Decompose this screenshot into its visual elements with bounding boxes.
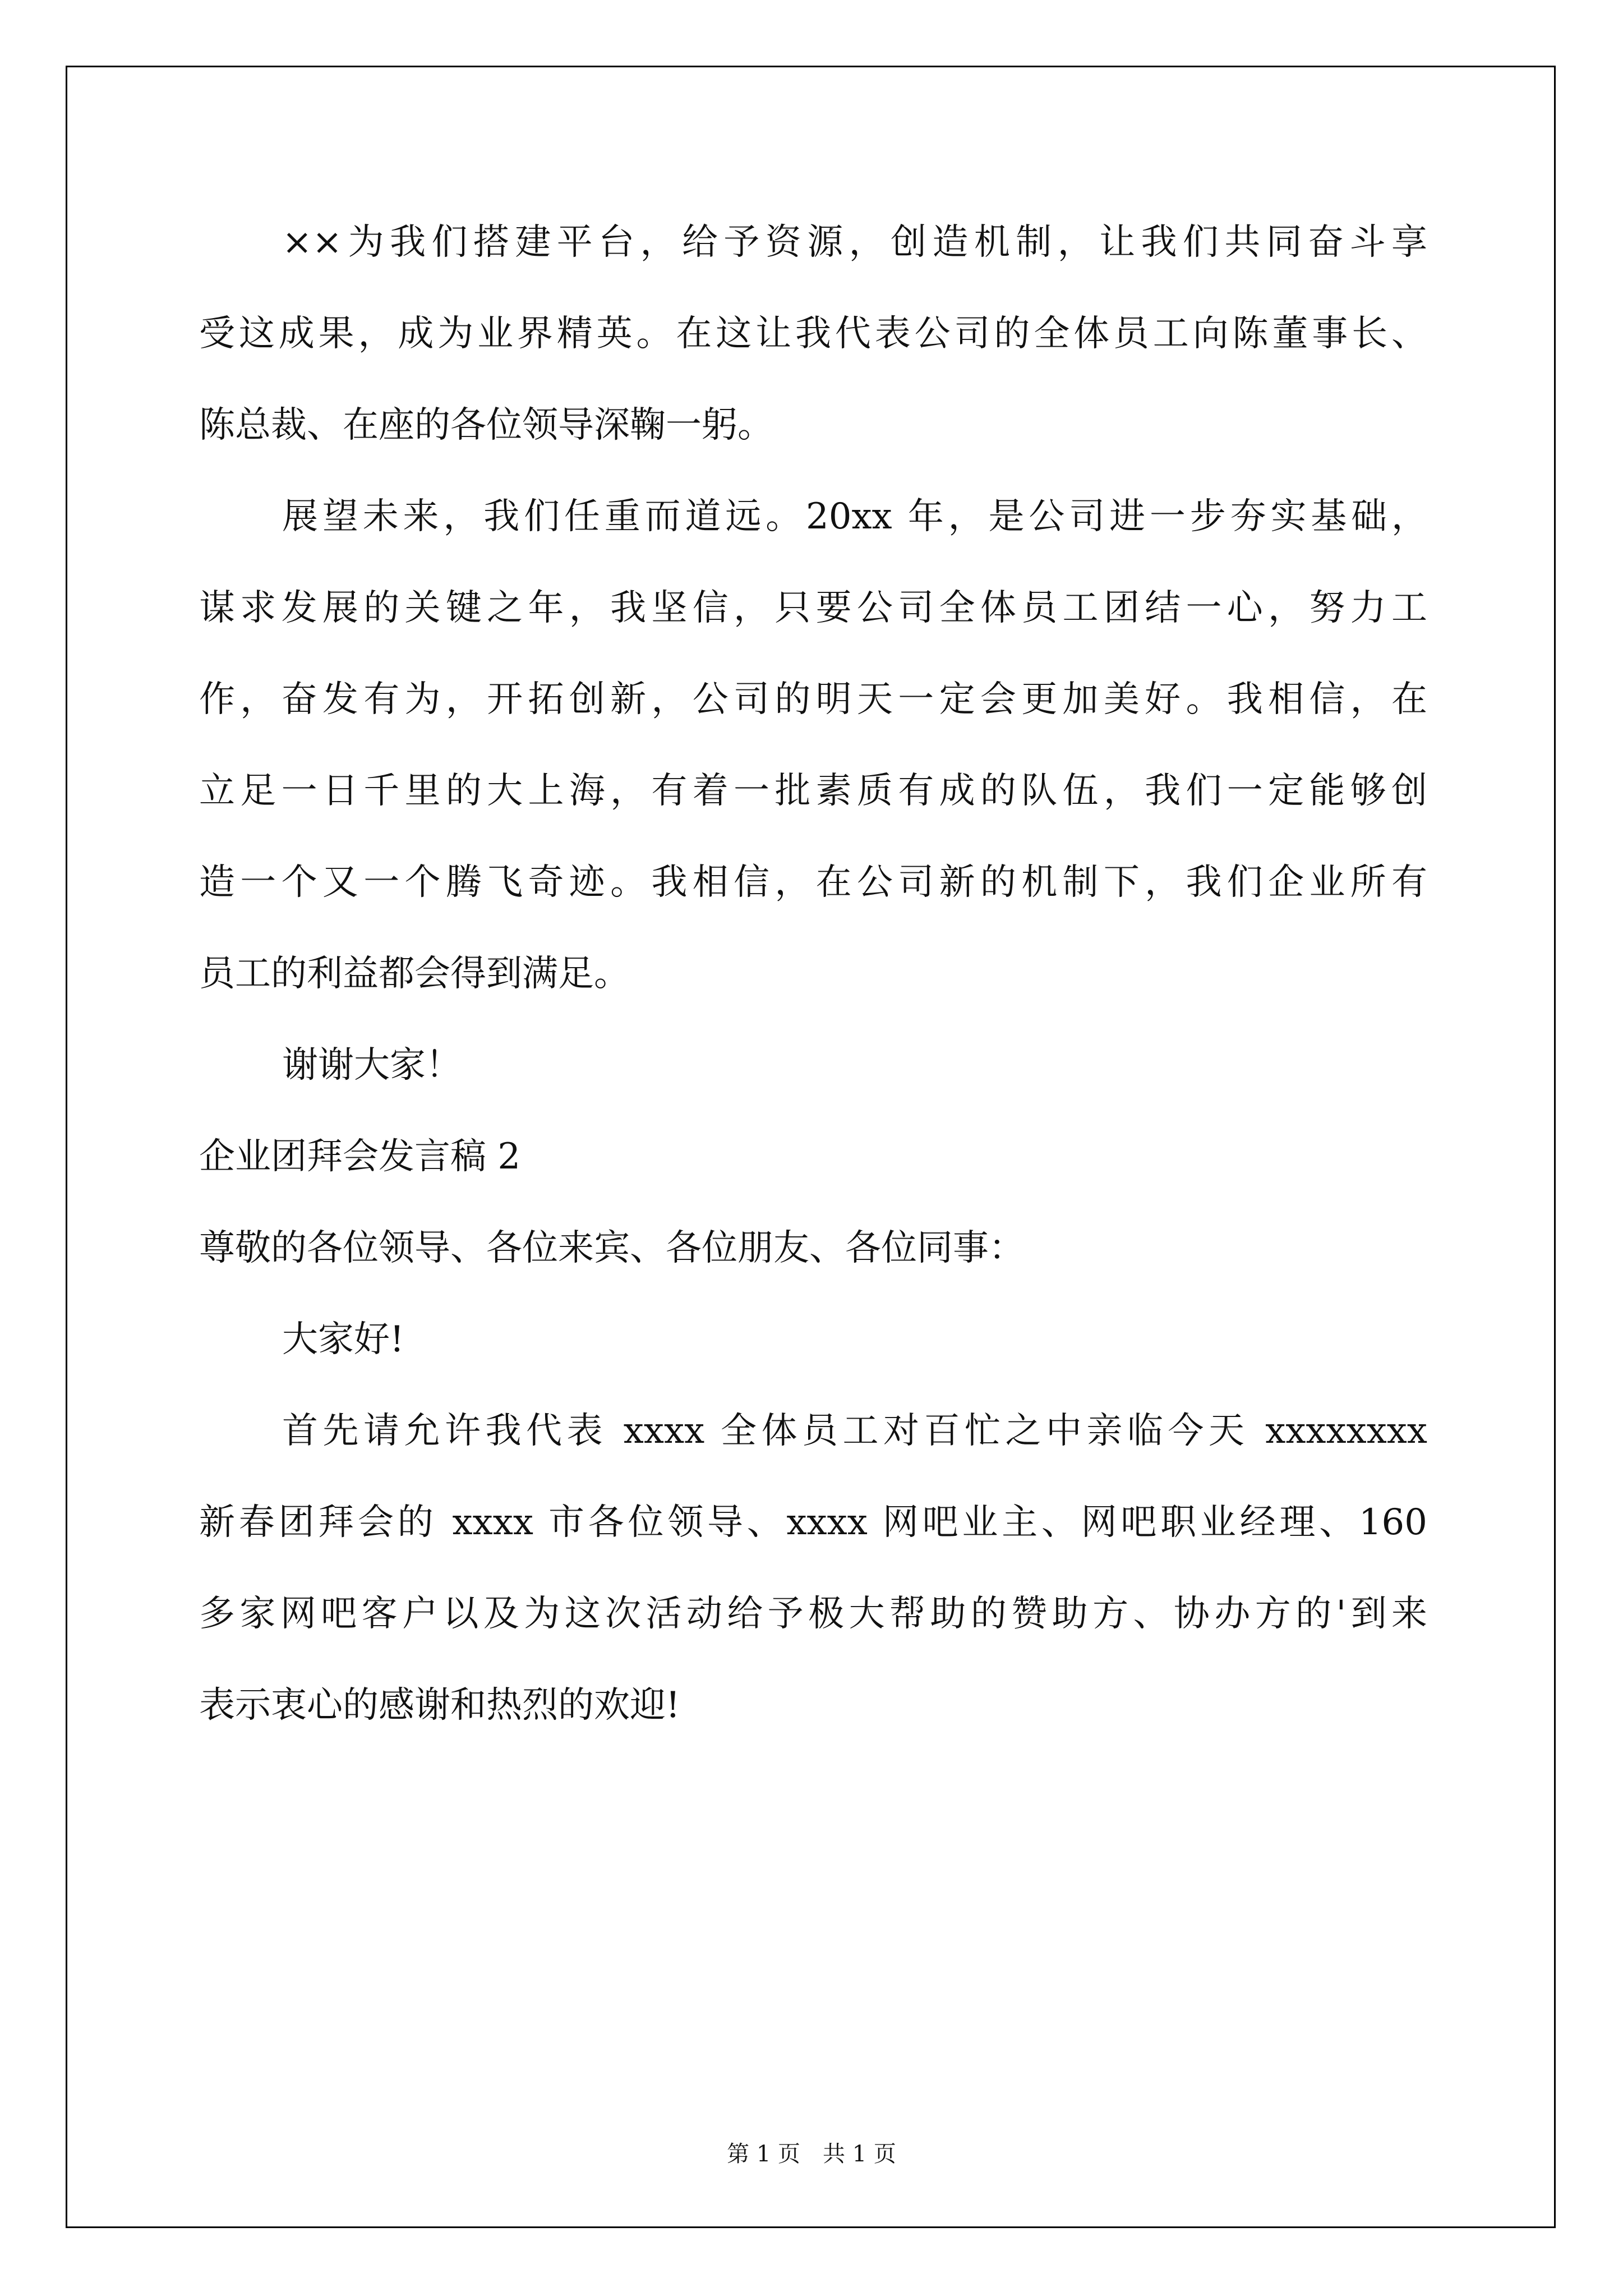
- salutation: 尊敬的各位领导、各位来宾、各位朋友、各位同事：: [199, 1227, 1025, 1269]
- paragraph-line: 首先请允许我代表 xxxx 全体员工对百忙之中亲临今天 xxxxxxxx: [282, 1410, 1427, 1452]
- paragraph-line: 员工的利益都会得到满足。: [199, 953, 630, 995]
- paragraph-line: 新春团拜会的 xxxx 市各位领导、xxxx 网吧业主、网吧职业经理、160: [199, 1502, 1427, 1543]
- paragraph-line: ××为我们搭建平台，给予资源，创造机制，让我们共同奋斗享: [282, 222, 1427, 263]
- section-title: 企业团拜会发言稿 2: [199, 1136, 521, 1177]
- paragraph-line: 陈总裁、在座的各位领导深鞠一躬。: [199, 404, 773, 446]
- paragraph-line: 造一个又一个腾飞奇迹。我相信，在公司新的机制下，我们企业所有: [199, 862, 1427, 903]
- closing-line: 谢谢大家！: [282, 1045, 462, 1086]
- paragraph-line: 受这成果，成为业界精英。在这让我代表公司的全体员工向陈董事长、: [199, 313, 1427, 355]
- paragraph-line: 谋求发展的关键之年，我坚信，只要公司全体员工团结一心，努力工: [199, 587, 1427, 629]
- paragraph-line: 展望未来，我们任重而道远。20xx 年，是公司进一步夯实基础，: [282, 496, 1427, 537]
- page-number: 第 1 页 共 1 页: [727, 2141, 896, 2167]
- paragraph-line: 表示衷心的感谢和热烈的欢迎!: [199, 1685, 680, 1726]
- paragraph-line: 多家网吧客户以及为这次活动给予极大帮助的赞助方、协办方的'到来: [199, 1593, 1427, 1635]
- paragraph-line: 作，奋发有为，开拓创新，公司的明天一定会更加美好。我相信，在: [199, 679, 1427, 720]
- paragraph-line: 立足一日千里的大上海，有着一批素质有成的队伍，我们一定能够创: [199, 770, 1427, 812]
- greeting: 大家好!: [282, 1319, 404, 1360]
